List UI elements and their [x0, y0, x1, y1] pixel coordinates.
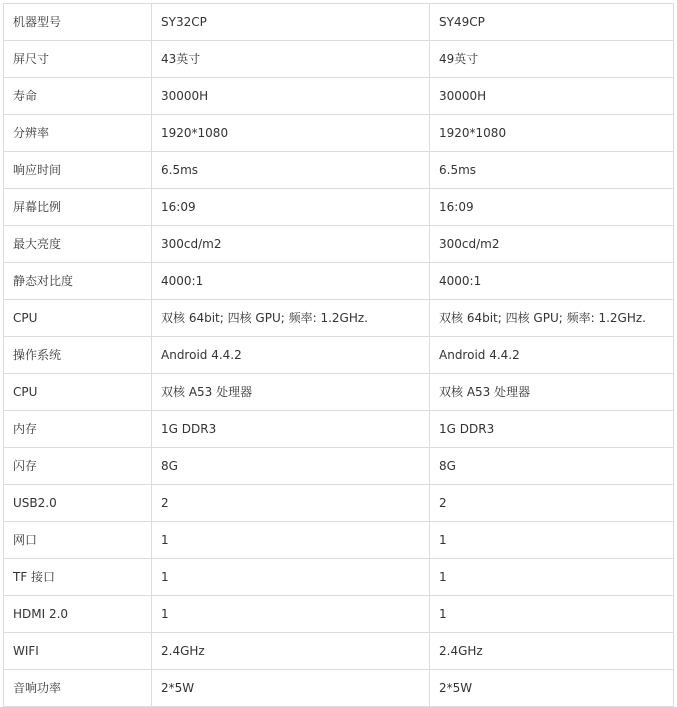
model-a-value: 1920*1080	[152, 115, 430, 152]
table-row-tf-slot	[4, 559, 674, 596]
row-label: CPU	[4, 374, 152, 411]
model-a-value: 2*5W	[152, 670, 430, 707]
model-a-value: 8G	[152, 448, 430, 485]
model-a-value: 4000:1	[152, 263, 430, 300]
table-row-model	[4, 4, 674, 41]
table-row-usb	[4, 485, 674, 522]
model-b-value: 1	[430, 596, 674, 633]
table-row-audio-power	[4, 670, 674, 707]
table-row-os	[4, 337, 674, 374]
model-b-value: 30000H	[430, 78, 674, 115]
row-label: 最大亮度	[4, 226, 152, 263]
row-label: 静态对比度	[4, 263, 152, 300]
table-row-screen-size	[4, 41, 674, 78]
row-label: 内存	[4, 411, 152, 448]
row-label: 闪存	[4, 448, 152, 485]
row-label: 操作系统	[4, 337, 152, 374]
table-row-cpu-processor	[4, 374, 674, 411]
row-label: TF 接口	[4, 559, 152, 596]
model-b-value: 16:09	[430, 189, 674, 226]
model-b-value: 6.5ms	[430, 152, 674, 189]
spec-table	[3, 3, 674, 707]
table-row-ethernet	[4, 522, 674, 559]
model-b-value: 1	[430, 559, 674, 596]
model-b-value: 2*5W	[430, 670, 674, 707]
model-a-value: 1	[152, 522, 430, 559]
row-label: USB2.0	[4, 485, 152, 522]
model-b-value: 4000:1	[430, 263, 674, 300]
model-a-value: 1G DDR3	[152, 411, 430, 448]
table-row-contrast-ratio	[4, 263, 674, 300]
row-label: 响应时间	[4, 152, 152, 189]
table-row-hdmi	[4, 596, 674, 633]
row-label: 寿命	[4, 78, 152, 115]
model-a-value: 2.4GHz	[152, 633, 430, 670]
table-row-lifespan	[4, 78, 674, 115]
model-b-value: 2	[430, 485, 674, 522]
model-b-value: 1	[430, 522, 674, 559]
model-a-value: 1	[152, 559, 430, 596]
table-row-wifi	[4, 633, 674, 670]
model-b-value: 双核 A53 处理器	[430, 374, 674, 411]
model-a-value: 30000H	[152, 78, 430, 115]
table-row-memory	[4, 411, 674, 448]
model-a-value: 43英寸	[152, 41, 430, 78]
table-row-max-brightness	[4, 226, 674, 263]
model-a-value: 2	[152, 485, 430, 522]
model-a-value: 16:09	[152, 189, 430, 226]
table-row-resolution	[4, 115, 674, 152]
model-b-value: 双核 64bit; 四核 GPU; 频率: 1.2GHz.	[430, 300, 674, 337]
model-a-value: SY32CP	[152, 4, 430, 41]
table-row-cpu-spec	[4, 300, 674, 337]
model-b-value: 8G	[430, 448, 674, 485]
row-label: CPU	[4, 300, 152, 337]
row-label: 分辨率	[4, 115, 152, 152]
model-a-value: Android 4.4.2	[152, 337, 430, 374]
model-a-value: 1	[152, 596, 430, 633]
row-label: 机器型号	[4, 4, 152, 41]
table-row-flash-storage	[4, 448, 674, 485]
model-b-value: 1G DDR3	[430, 411, 674, 448]
model-a-value: 6.5ms	[152, 152, 430, 189]
row-label: 网口	[4, 522, 152, 559]
model-b-value: 1920*1080	[430, 115, 674, 152]
row-label: 音响功率	[4, 670, 152, 707]
table-row-response-time	[4, 152, 674, 189]
model-a-value: 双核 A53 处理器	[152, 374, 430, 411]
table-row-aspect-ratio	[4, 189, 674, 226]
row-label: 屏幕比例	[4, 189, 152, 226]
spec-table-body	[4, 4, 674, 707]
model-a-value: 双核 64bit; 四核 GPU; 频率: 1.2GHz.	[152, 300, 430, 337]
row-label: HDMI 2.0	[4, 596, 152, 633]
model-a-value: 300cd/m2	[152, 226, 430, 263]
model-b-value: 300cd/m2	[430, 226, 674, 263]
model-b-value: SY49CP	[430, 4, 674, 41]
row-label: WIFI	[4, 633, 152, 670]
row-label: 屏尺寸	[4, 41, 152, 78]
model-b-value: 2.4GHz	[430, 633, 674, 670]
model-b-value: 49英寸	[430, 41, 674, 78]
model-b-value: Android 4.4.2	[430, 337, 674, 374]
